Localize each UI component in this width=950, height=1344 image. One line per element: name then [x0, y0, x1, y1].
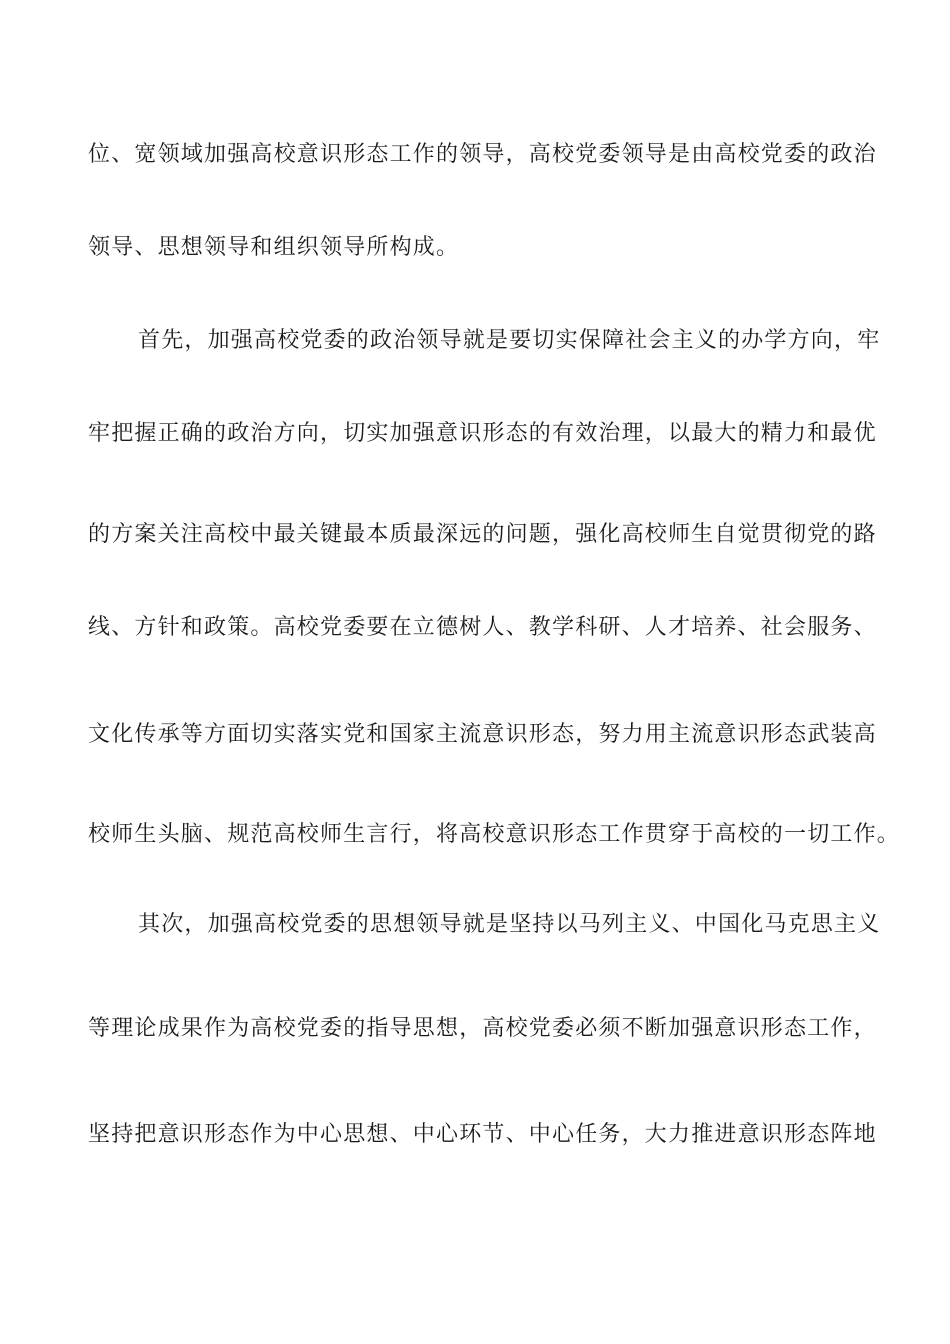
text-line-1: 位、宽领域加强高校意识形态工作的领导，高校党委领导是由高校党委的政治 — [88, 142, 877, 167]
text-line-4: 牢把握正确的政治方向，切实加强意识形态的有效治理，以最大的精力和最优 — [88, 421, 877, 446]
text-line-9: 其次，加强高校党委的思想领导就是坚持以马列主义、中国化马克思主义 — [138, 912, 881, 937]
text-line-10: 等理论成果作为高校党委的指导思想，高校党委必须不断加强意识形态工作， — [88, 1016, 877, 1041]
text-line-7: 文化传承等方面切实落实党和国家主流意识形态，努力用主流意识形态武装高 — [88, 722, 877, 747]
text-line-8: 校师生头脑、规范高校师生言行，将高校意识形态工作贯穿于高校的一切工作。 — [88, 822, 901, 847]
text-line-6: 线、方针和政策。高校党委要在立德树人、教学科研、人才培养、社会服务、 — [88, 615, 877, 640]
text-line-5: 的方案关注高校中最关键最本质最深远的问题，强化高校师生自觉贯彻党的路 — [88, 522, 877, 547]
text-line-2: 领导、思想领导和组织领导所构成。 — [88, 235, 460, 260]
text-line-3: 首先，加强高校党委的政治领导就是要切实保障社会主义的办学方向，牢 — [138, 328, 881, 353]
text-line-11: 坚持把意识形态作为中心思想、中心环节、中心任务，大力推进意识形态阵地 — [88, 1122, 877, 1147]
